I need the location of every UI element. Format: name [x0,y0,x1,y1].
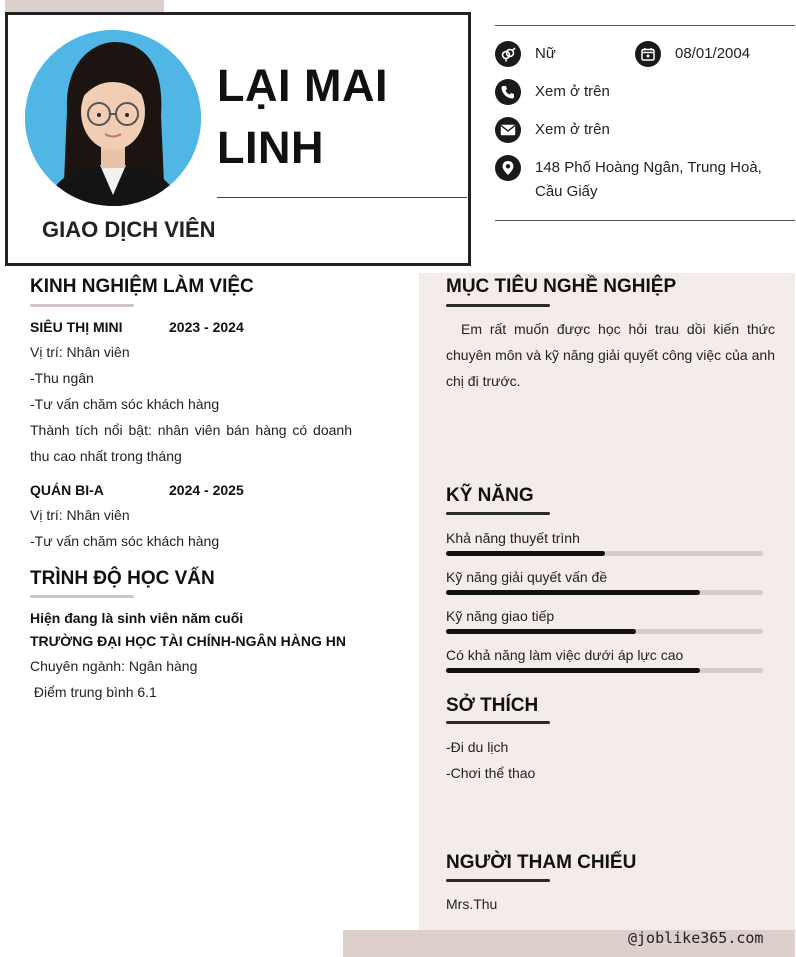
contact-bottom-divider [495,220,795,221]
hobbies-underline [446,721,550,724]
references-title: NGƯỜI THAM CHIẾU [446,852,637,873]
job-2-duty-1: -Tư vấn chăm sóc khách hàng [30,533,220,549]
job-2-company: QUÁN BI-A [30,482,104,498]
name-line-1: LẠI MAI [217,60,388,111]
education-school: TRƯỜNG ĐẠI HỌC TÀI CHÍNH-NGÂN HÀNG HN [30,633,346,649]
hobbies-title: SỞ THÍCH [446,695,539,716]
phone-icon [495,79,521,105]
objective-title: MỤC TIÊU NGHỀ NGHIỆP [446,276,677,297]
address-value [535,156,762,204]
dob-value: 08/01/2004 [675,45,751,62]
job-2-period: 2024 - 2025 [169,482,244,498]
skills-title: KỸ NĂNG [446,485,534,506]
experience-underline [30,304,134,307]
job-1-period: 2023 - 2024 [169,319,244,335]
hobby-1: -Đi du lịch [446,739,509,755]
job-1-achievement: Thành tích nổi bật: nhân viên bán hàng có doanh thu cao nhất trong tháng [30,422,352,464]
email-icon [495,117,521,143]
calendar-icon [635,41,661,67]
candidate-name [217,55,457,179]
education-major: Chuyên ngành: Ngân hàng [30,658,198,674]
job-1-position: Vị trí: Nhân viên [30,344,130,360]
skill-3-label: Kỹ năng giao tiếp [446,608,555,624]
reference-name: Mrs.Thu [446,896,498,912]
job-1-duty-1: -Thu ngân [30,370,94,386]
hobby-2: -Chơi thể thao [446,765,536,781]
skill-2-fill [446,590,700,595]
skill-4-label: Có khả năng làm việc dưới áp lực cao [446,647,684,663]
email-value: Xem ở trên [535,121,610,138]
portrait-illustration [25,30,201,206]
references-underline [446,879,550,882]
job-1-company: SIÊU THỊ MINI [30,319,123,335]
job-title: GIAO DỊCH VIÊN [42,217,216,242]
job-2-position: Vị trí: Nhân viên [30,507,130,523]
experience-title: KINH NGHIỆM LÀM VIỆC [30,276,254,297]
skill-1-label: Khả năng thuyết trình [446,530,580,546]
skill-3-fill [446,629,636,634]
gender-value: Nữ [535,45,556,62]
footer-watermark: @joblike365.com [628,929,764,947]
skill-3-bar [446,629,763,634]
gender-icon [495,41,521,67]
contact-top-divider [495,25,795,26]
objective-underline [446,304,550,307]
education-status: Hiện đang là sinh viên năm cuối [30,610,244,626]
skills-underline [446,512,550,515]
skill-4-fill [446,668,700,673]
location-icon [495,155,521,181]
phone-value: Xem ở trên [535,83,610,100]
address-line-2: Cầu Giấy [535,183,598,200]
name-divider [217,197,467,198]
address-line-1: 148 Phố Hoàng Ngân, Trung Hoà, [535,159,762,176]
skill-2-label: Kỹ năng giải quyết vấn đề [446,569,608,585]
education-title: TRÌNH ĐỘ HỌC VẤN [30,568,215,589]
objective-text: Em rất muốn được học hỏi trau dồi kiến thức chuyên môn và kỹ năng giải quyết công việc của anh chị đi trước. [446,321,775,389]
skill-1-bar [446,551,763,556]
education-gpa: Điểm trung bình 6.1 [30,684,157,700]
skill-1-fill [446,551,605,556]
skill-4-bar [446,668,763,673]
job-1-duty-2: -Tư vấn chăm sóc khách hàng [30,396,220,412]
name-line-2: LINH [217,122,324,173]
education-underline [30,595,134,598]
skill-2-bar [446,590,763,595]
avatar [25,30,201,206]
